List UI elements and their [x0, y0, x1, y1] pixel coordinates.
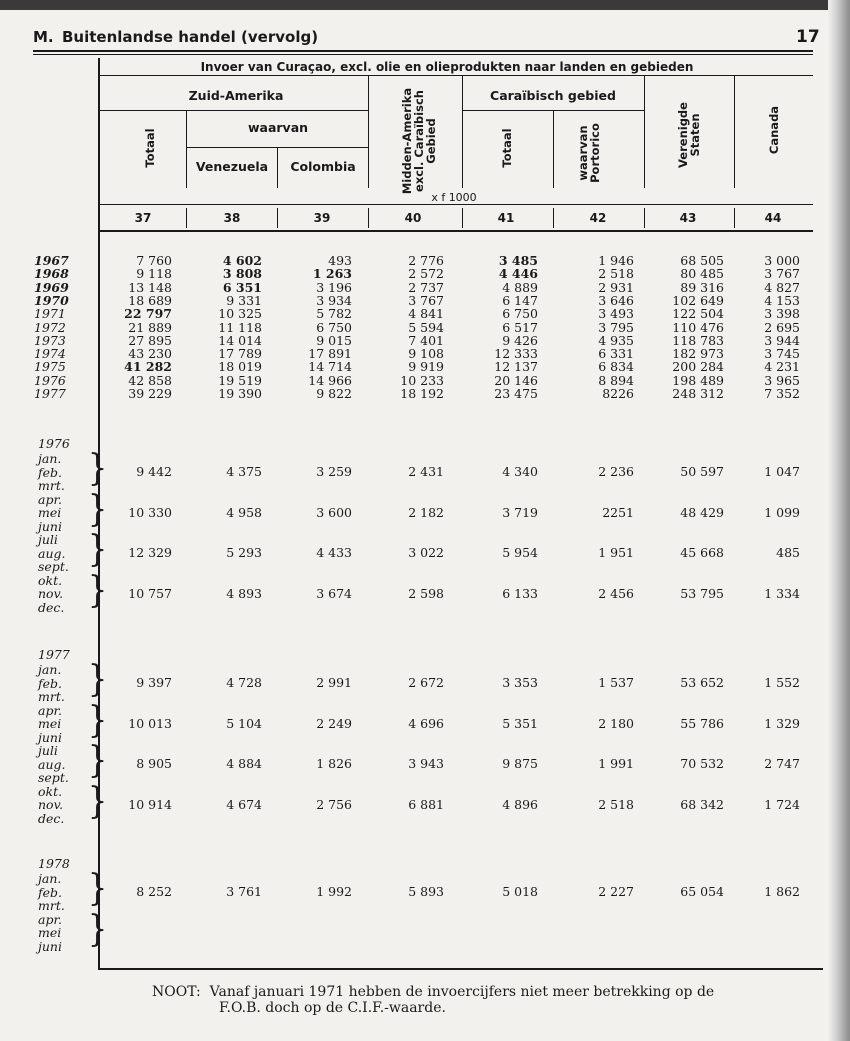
table-cell: 5 594 — [408, 319, 444, 335]
table-cell: 1 263 — [312, 266, 352, 282]
table-cell: 10 325 — [218, 306, 262, 322]
table-cell: 6 834 — [598, 359, 634, 375]
table-cell: 7 401 — [408, 332, 444, 348]
table-cell: 23 475 — [494, 386, 538, 401]
table-cell: 12 329 — [128, 545, 172, 560]
table-cell: 39 229 — [128, 386, 172, 401]
column-number: 37 — [134, 211, 152, 225]
col-midden-amerika: Midden-Amerika excl. Caraïbisch Gebied — [400, 87, 438, 195]
table-cell: 4 728 — [226, 675, 262, 690]
table-cell: 9 875 — [502, 756, 538, 771]
table-cell: 68 342 — [680, 796, 724, 812]
table-cell: 3 934 — [316, 292, 352, 308]
table-cell: 2 236 — [598, 464, 634, 479]
page-title: Buitenlandse handel (vervolg) — [62, 28, 319, 46]
table-cell: 6 147 — [502, 292, 538, 308]
quarter-brace: } — [88, 447, 108, 490]
table-cell: 3 398 — [764, 306, 800, 322]
note-line1: Vanaf januari 1971 hebben de invoercijfers niet meer betrekking op de — [209, 984, 715, 1000]
table-cell: 4 958 — [226, 504, 262, 520]
table-cell: 1 826 — [316, 756, 352, 771]
table-cell: 6 351 — [222, 279, 262, 295]
year-label: 1967 — [34, 253, 69, 268]
month-label: apr. — [38, 911, 63, 927]
table-cell: 1 047 — [764, 464, 800, 479]
table-cell: 70 532 — [680, 756, 724, 771]
table-cell: 19 390 — [218, 386, 262, 401]
column-number: 40 — [404, 211, 422, 225]
table-cell: 4 153 — [764, 292, 800, 308]
block-year: 1977 — [38, 647, 70, 662]
table-cell: 2251 — [602, 504, 634, 520]
header-rule-2 — [33, 54, 813, 55]
table-cell: 5 018 — [502, 884, 538, 899]
colnum-sep-5 — [553, 208, 554, 228]
table-cell: 200 284 — [672, 359, 724, 375]
month-label: okt. — [38, 572, 63, 588]
table-cell: 7 352 — [764, 386, 800, 401]
table-cell: 3 646 — [598, 292, 634, 308]
table-cell: 1 992 — [316, 884, 352, 899]
table-cell: 43 230 — [128, 346, 172, 362]
table-cell: 4 884 — [226, 756, 262, 771]
month-label: mrt. — [38, 478, 65, 493]
table-cell: 2 431 — [408, 464, 444, 479]
table-cell: 3 493 — [598, 306, 634, 322]
table-cell: 2 991 — [316, 675, 352, 690]
col-venezuela: Venezuela — [195, 159, 269, 174]
table-cell: 248 312 — [672, 386, 724, 401]
table-cell: 4 340 — [502, 464, 538, 479]
year-label: 1968 — [34, 266, 69, 282]
table-cell: 4 889 — [502, 279, 538, 295]
table-cell: 2 182 — [408, 504, 444, 520]
month-label: jan. — [38, 871, 62, 886]
col-colombia: Colombia — [290, 159, 356, 174]
table-cell: 2 672 — [408, 675, 444, 690]
table-cell: 8 252 — [136, 884, 172, 899]
month-label: nov. — [38, 586, 64, 601]
table-cell: 2 931 — [598, 279, 634, 295]
table-cell: 22 797 — [124, 306, 172, 322]
table-cell: 65 054 — [680, 884, 724, 899]
table-cell: 18 192 — [400, 386, 444, 401]
table-cell: 13 148 — [128, 279, 172, 295]
table-cell: 11 118 — [218, 319, 262, 335]
table-cell: 9 331 — [226, 292, 262, 308]
table-cell: 53 652 — [680, 675, 724, 690]
quarter-brace: } — [88, 658, 108, 701]
table-cell: 3 719 — [502, 504, 538, 520]
table-cell: 1 537 — [598, 675, 634, 690]
month-label: juni — [38, 938, 62, 954]
table-cell: 3 767 — [764, 266, 800, 282]
scan-edge-top — [0, 0, 850, 10]
table-cell: 2 227 — [598, 884, 634, 899]
column-number: 38 — [223, 211, 241, 225]
table-cell: 9 397 — [136, 675, 172, 690]
year-label: 1970 — [34, 292, 69, 308]
month-label: aug. — [38, 756, 66, 772]
year-label: 1972 — [34, 319, 66, 335]
table-cell: 4 696 — [408, 715, 444, 731]
month-label: dec. — [38, 810, 65, 826]
unit-rule — [100, 204, 813, 205]
table-cell: 2 695 — [764, 319, 800, 335]
table-cell: 1 946 — [598, 253, 634, 268]
table-cell: 4 841 — [408, 306, 444, 322]
table-cell: 20 146 — [494, 372, 538, 388]
month-label: juni — [38, 518, 62, 534]
table-cell: 41 282 — [124, 359, 172, 375]
colnum-sep-3 — [368, 208, 369, 228]
year-label: 1975 — [34, 359, 66, 375]
quarter-brace: } — [88, 698, 108, 741]
table-cell: 14 966 — [308, 372, 352, 388]
table-cell: 3 353 — [502, 675, 538, 690]
month-label: feb. — [38, 675, 62, 691]
footnote — [152, 984, 714, 1016]
month-label: juli — [38, 743, 58, 758]
table-cell: 48 429 — [680, 504, 724, 520]
scan-edge-right — [828, 0, 850, 1041]
table-cell: 21 889 — [128, 319, 172, 335]
table-cell: 2 747 — [764, 756, 800, 771]
table-cell: 9 108 — [408, 346, 444, 362]
month-label: mrt. — [38, 689, 65, 704]
note-line2: F.O.B. doch op de C.I.F.-waarde. — [219, 1000, 446, 1016]
table-cell: 485 — [776, 545, 800, 560]
year-label: 1976 — [34, 372, 66, 388]
year-label: 1969 — [34, 279, 69, 295]
title-rule — [100, 75, 813, 76]
table-cell: 3 259 — [316, 464, 352, 479]
table-cell: 2 518 — [598, 796, 634, 812]
month-label: aug. — [38, 545, 66, 561]
table-cell: 3 485 — [498, 253, 538, 268]
month-label: dec. — [38, 599, 65, 615]
vline-carib-tot — [553, 111, 554, 188]
colnum-rule — [100, 230, 813, 232]
month-label: mei — [38, 716, 62, 731]
table-cell: 5 104 — [226, 715, 262, 731]
month-label: mei — [38, 505, 62, 520]
waarvan-label: waarvan — [247, 120, 309, 135]
table-cell: 10 330 — [128, 504, 172, 520]
quarter-brace: } — [88, 487, 108, 530]
column-number: 43 — [679, 211, 697, 225]
table-cell: 3 795 — [598, 319, 634, 335]
table-cell: 3 767 — [408, 292, 444, 308]
header-rule-1 — [33, 50, 813, 52]
quarter-brace: } — [88, 867, 108, 910]
table-cell: 5 782 — [316, 306, 352, 322]
table-cell: 110 476 — [672, 319, 724, 335]
table-cell: 10 757 — [128, 585, 172, 601]
month-label: nov. — [38, 797, 64, 812]
month-label: feb. — [38, 884, 62, 900]
month-label: mei — [38, 925, 62, 940]
col-verenigde-staten: Verenigde Staten — [676, 102, 702, 168]
table-cell: 2 518 — [598, 266, 634, 282]
group-caraibisch: Caraïbisch gebied — [490, 88, 616, 103]
table-cell: 1 334 — [764, 585, 800, 601]
section-letter: M. — [33, 28, 54, 46]
table-cell: 5 954 — [502, 545, 538, 560]
table-cell: 50 597 — [680, 464, 724, 479]
table-cell: 1 099 — [764, 504, 800, 520]
month-label: apr. — [38, 491, 63, 507]
col-portorico: waarvan Portorico — [576, 123, 602, 183]
quarter-brace: } — [88, 907, 108, 950]
bottom-rule — [98, 968, 823, 970]
table-cell: 4 231 — [764, 359, 800, 375]
table-cell: 6 750 — [502, 306, 538, 322]
table-cell: 182 973 — [672, 346, 724, 362]
table-cell: 12 333 — [494, 346, 538, 362]
table-cell: 7 760 — [136, 253, 172, 268]
table-cell: 2 737 — [408, 279, 444, 295]
table-cell: 3 965 — [764, 372, 800, 388]
month-label: okt. — [38, 783, 63, 799]
table-cell: 1 724 — [764, 796, 800, 812]
block-year: 1978 — [38, 856, 70, 871]
table-cell: 9 118 — [136, 266, 172, 282]
table-cell: 2 776 — [408, 253, 444, 268]
vline-zuid — [368, 76, 369, 188]
table-cell: 3 196 — [316, 279, 352, 295]
block-year: 1976 — [38, 436, 70, 451]
table-cell: 9 015 — [316, 332, 352, 348]
month-label: juni — [38, 729, 62, 745]
table-cell: 5 893 — [408, 884, 444, 899]
table-cell: 3 022 — [408, 545, 444, 560]
quarter-brace: } — [88, 779, 108, 822]
month-label: apr. — [38, 702, 63, 718]
table-cell: 17 789 — [218, 346, 262, 362]
zuid-rule — [100, 110, 368, 111]
table-cell: 80 485 — [680, 266, 724, 282]
table-cell: 4 674 — [226, 796, 262, 812]
table-cell: 2 180 — [598, 715, 634, 731]
table-cell: 27 895 — [128, 332, 172, 348]
colnum-sep-7 — [734, 208, 735, 228]
table-cell: 493 — [328, 253, 352, 268]
table-cell: 3 000 — [764, 253, 800, 268]
vline-totaal — [186, 111, 187, 188]
table-cell: 18 019 — [218, 359, 262, 375]
vline-vs — [734, 76, 735, 188]
table-cell: 45 668 — [680, 545, 724, 560]
table-cell: 6 133 — [502, 585, 538, 601]
table-cell: 68 505 — [680, 253, 724, 268]
page-number: 17 — [796, 27, 820, 47]
month-label: sept. — [38, 559, 69, 574]
group-zuid-amerika: Zuid-Amerika — [188, 88, 284, 103]
table-cell: 198 489 — [672, 372, 724, 388]
table-cell: 3 745 — [764, 346, 800, 362]
table-cell: 42 858 — [128, 372, 172, 388]
table-cell: 1 951 — [598, 545, 634, 560]
column-number: 42 — [589, 211, 607, 225]
table-cell: 3 674 — [316, 585, 352, 601]
col-totaal-carib: Totaal — [500, 128, 514, 168]
table-cell: 4 893 — [226, 585, 262, 601]
table-cell: 9 442 — [136, 464, 172, 479]
table-cell: 122 504 — [672, 306, 724, 322]
note-label: NOOT: — [152, 984, 201, 1000]
table-cell: 102 649 — [672, 292, 724, 308]
table-cell: 1 552 — [764, 675, 800, 690]
month-label: jan. — [38, 662, 62, 677]
table-cell: 10 013 — [128, 715, 172, 731]
table-cell: 8 894 — [598, 372, 634, 388]
table-cell: 4 935 — [598, 332, 634, 348]
table-cell: 3 761 — [226, 884, 262, 899]
colnum-sep-6 — [644, 208, 645, 228]
col-canada: Canada — [767, 105, 781, 155]
table-cell: 1 862 — [764, 884, 800, 899]
table-cell: 55 786 — [680, 715, 724, 731]
vline-midden — [462, 76, 463, 188]
month-label: juli — [38, 532, 58, 547]
table-cell: 6 517 — [502, 319, 538, 335]
col-totaal-zuid: Totaal — [143, 128, 157, 168]
month-label: jan. — [38, 451, 62, 466]
table-title: Invoer van Curaçao, excl. olie en olieprodukten naar landen en gebieden — [200, 60, 694, 74]
table-cell: 3 944 — [764, 332, 800, 348]
month-label: mrt. — [38, 898, 65, 913]
table-cell: 2 249 — [316, 715, 352, 731]
table-cell: 3 808 — [222, 266, 262, 282]
quarter-brace: } — [88, 568, 108, 611]
table-cell: 3 600 — [316, 504, 352, 520]
table-cell: 2 572 — [408, 266, 444, 282]
table-cell: 14 714 — [308, 359, 352, 375]
year-label: 1977 — [34, 386, 66, 401]
vline-venez — [277, 148, 278, 188]
table-cell: 8226 — [602, 386, 634, 401]
table-cell: 18 689 — [128, 292, 172, 308]
column-number: 44 — [764, 211, 782, 225]
table-cell: 4 446 — [498, 266, 538, 282]
table-cell: 118 783 — [672, 332, 724, 348]
table-cell: 4 896 — [502, 796, 538, 812]
table-cell: 5 293 — [226, 545, 262, 560]
table-cell: 89 316 — [680, 279, 724, 295]
table-cell: 9 426 — [502, 332, 538, 348]
column-number: 41 — [497, 211, 515, 225]
table-cell: 10 233 — [400, 372, 444, 388]
quarter-brace: } — [88, 528, 108, 571]
year-label: 1971 — [34, 306, 66, 322]
month-label: sept. — [38, 770, 69, 785]
table-cell: 4 827 — [764, 279, 800, 295]
table-cell: 6 881 — [408, 796, 444, 812]
table-cell: 1 329 — [764, 715, 800, 731]
table-cell: 17 891 — [308, 346, 352, 362]
table-cell: 14 014 — [218, 332, 262, 348]
vline-carib — [644, 76, 645, 188]
table-cell: 1 991 — [598, 756, 634, 771]
column-number: 39 — [313, 211, 331, 225]
table-cell: 8 905 — [136, 756, 172, 771]
table-cell: 4 433 — [316, 545, 352, 560]
table-cell: 6 750 — [316, 319, 352, 335]
colnum-sep-2 — [277, 208, 278, 228]
colnum-sep-4 — [462, 208, 463, 228]
table-cell: 2 598 — [408, 585, 444, 601]
table-cell: 6 331 — [598, 346, 634, 362]
table-cell: 10 914 — [128, 796, 172, 812]
table-cell: 2 756 — [316, 796, 352, 812]
quarter-brace: } — [88, 739, 108, 782]
table-cell: 19 519 — [218, 372, 262, 388]
table-cell: 3 943 — [408, 756, 444, 771]
year-label: 1974 — [34, 346, 66, 362]
table-cell: 5 351 — [502, 715, 538, 731]
table-cell: 9 919 — [408, 359, 444, 375]
table-cell: 2 456 — [598, 585, 634, 601]
table-cell: 53 795 — [680, 585, 724, 601]
table-cell: 4 602 — [222, 253, 262, 268]
colnum-sep-1 — [186, 208, 187, 228]
unit-label: x f 1000 — [431, 191, 477, 204]
year-label: 1973 — [34, 332, 66, 348]
table-cell: 12 137 — [494, 359, 538, 375]
table-cell: 4 375 — [226, 464, 262, 479]
month-label: feb. — [38, 464, 62, 480]
table-cell: 9 822 — [316, 386, 352, 401]
